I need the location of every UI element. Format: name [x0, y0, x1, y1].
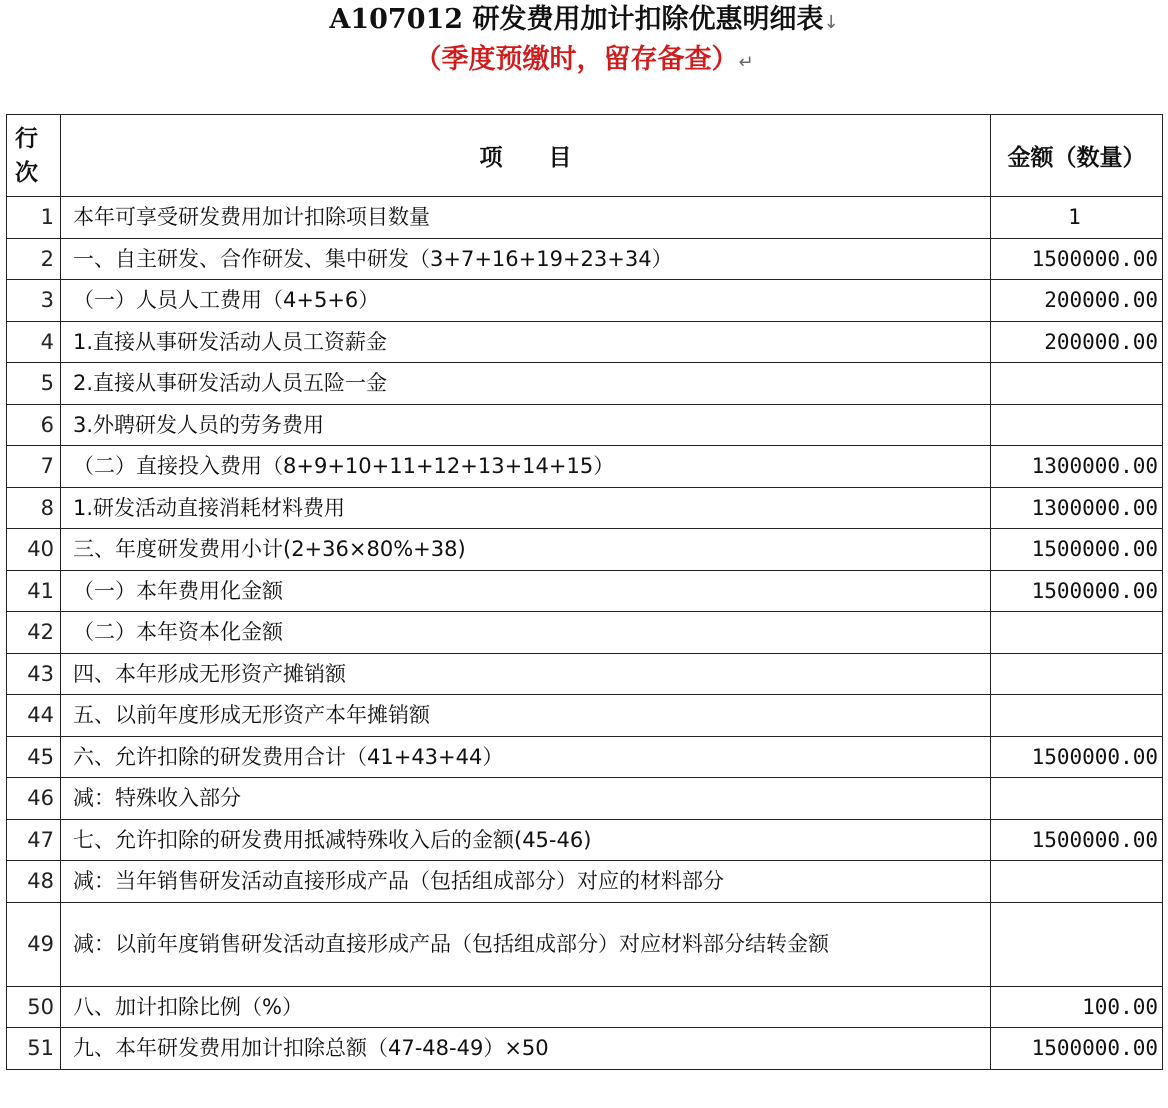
table-row	[7, 861, 1163, 903]
row-item-label: 七、允许扣除的研发费用抵减特殊收入后的金额(45-46)	[61, 819, 991, 861]
table-row	[7, 238, 1163, 280]
table-row	[7, 902, 1163, 986]
row-item-label: 九、本年研发费用加计扣除总额（47-48-49）×50	[61, 1028, 991, 1070]
row-amount: 1500000.00	[991, 529, 1163, 571]
row-amount: 1300000.00	[991, 487, 1163, 529]
row-item-label: 五、以前年度形成无形资产本年摊销额	[61, 695, 991, 737]
row-item-label: 减：以前年度销售研发活动直接形成产品（包括组成部分）对应材料部分结转金额	[61, 902, 991, 986]
row-amount	[991, 612, 1163, 654]
row-number: 48	[7, 861, 61, 903]
row-item-label: 1.研发活动直接消耗材料费用	[61, 487, 991, 529]
row-number: 2	[7, 238, 61, 280]
row-number: 46	[7, 778, 61, 820]
row-number: 4	[7, 321, 61, 363]
row-amount: 1300000.00	[991, 446, 1163, 488]
form-subtitle	[0, 40, 1168, 83]
row-amount: 100.00	[991, 986, 1163, 1028]
subtitle-para-mark: ↵	[738, 52, 754, 73]
table-row	[7, 321, 1163, 363]
row-amount	[991, 363, 1163, 405]
table-row	[7, 280, 1163, 322]
row-number: 50	[7, 986, 61, 1028]
row-number: 51	[7, 1028, 61, 1070]
row-amount: 200000.00	[991, 280, 1163, 322]
row-item-label: 3.外聘研发人员的劳务费用	[61, 404, 991, 446]
header-row-no: 行次	[7, 115, 61, 197]
row-item-label: 本年可享受研发费用加计扣除项目数量	[61, 197, 991, 239]
row-item-label: （一）本年费用化金额	[61, 570, 991, 612]
row-amount: 1500000.00	[991, 1028, 1163, 1070]
table-row	[7, 570, 1163, 612]
header-item: 项 目	[61, 115, 991, 197]
row-number: 45	[7, 736, 61, 778]
table-row	[7, 653, 1163, 695]
table-row	[7, 736, 1163, 778]
table-body	[7, 197, 1163, 1070]
row-item-label: 六、允许扣除的研发费用合计（41+43+44）	[61, 736, 991, 778]
table-row	[7, 986, 1163, 1028]
table-row	[7, 446, 1163, 488]
row-item-label: （一）人员人工费用（4+5+6）	[61, 280, 991, 322]
row-item-label: （二）直接投入费用（8+9+10+11+12+13+14+15）	[61, 446, 991, 488]
row-number: 47	[7, 819, 61, 861]
row-amount: 1500000.00	[991, 736, 1163, 778]
row-item-label: 减：特殊收入部分	[61, 778, 991, 820]
deduction-detail-table	[6, 114, 1163, 1070]
row-amount: 1500000.00	[991, 819, 1163, 861]
row-amount	[991, 902, 1163, 986]
row-number: 1	[7, 197, 61, 239]
table-row	[7, 487, 1163, 529]
row-item-label: 三、年度研发费用小计(2+36×80%+38)	[61, 529, 991, 571]
row-item-label: 八、加计扣除比例（%）	[61, 986, 991, 1028]
table-row	[7, 819, 1163, 861]
table-row	[7, 612, 1163, 654]
form-subtitle-text: （季度预缴时，留存备查）	[414, 44, 739, 75]
row-amount	[991, 653, 1163, 695]
row-number: 41	[7, 570, 61, 612]
row-amount: 1500000.00	[991, 570, 1163, 612]
row-item-label: （二）本年资本化金额	[61, 612, 991, 654]
header-amount: 金额（数量）	[991, 115, 1163, 197]
row-item-label: 一、自主研发、合作研发、集中研发（3+7+16+19+23+34）	[61, 238, 991, 280]
table-header-row	[7, 115, 1163, 197]
row-number: 44	[7, 695, 61, 737]
row-amount: 1	[991, 197, 1163, 239]
row-number: 7	[7, 446, 61, 488]
table-row	[7, 1028, 1163, 1070]
row-amount	[991, 695, 1163, 737]
row-number: 49	[7, 902, 61, 986]
row-number: 40	[7, 529, 61, 571]
row-item-label: 减：当年销售研发活动直接形成产品（包括组成部分）对应的材料部分	[61, 861, 991, 903]
row-amount	[991, 404, 1163, 446]
table-row	[7, 197, 1163, 239]
row-number: 43	[7, 653, 61, 695]
form-title-text: A107012 研发费用加计扣除优惠明细表	[329, 4, 824, 35]
row-number: 42	[7, 612, 61, 654]
form-title	[0, 2, 1168, 41]
row-number: 5	[7, 363, 61, 405]
table-row	[7, 363, 1163, 405]
row-amount	[991, 778, 1163, 820]
row-amount: 200000.00	[991, 321, 1163, 363]
table-row	[7, 778, 1163, 820]
row-number: 6	[7, 404, 61, 446]
row-item-label: 1.直接从事研发活动人员工资薪金	[61, 321, 991, 363]
row-item-label: 2.直接从事研发活动人员五险一金	[61, 363, 991, 405]
table-row	[7, 529, 1163, 571]
row-amount	[991, 861, 1163, 903]
row-number: 3	[7, 280, 61, 322]
row-item-label: 四、本年形成无形资产摊销额	[61, 653, 991, 695]
row-amount: 1500000.00	[991, 238, 1163, 280]
table-row	[7, 695, 1163, 737]
row-number: 8	[7, 487, 61, 529]
table-row	[7, 404, 1163, 446]
title-line-mark: ↓	[823, 12, 839, 33]
